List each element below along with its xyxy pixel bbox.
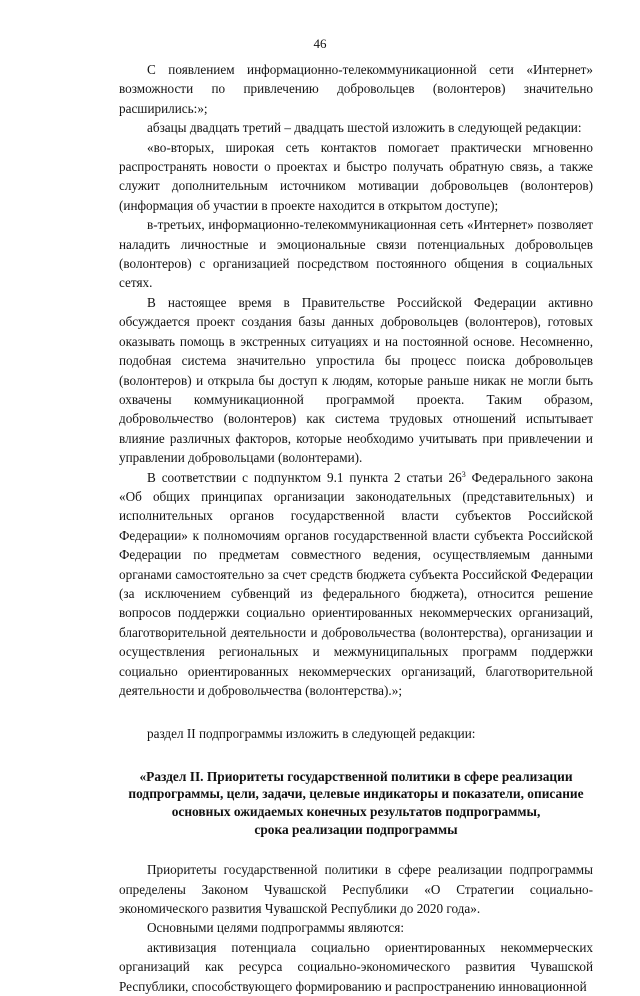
paragraph: «во-вторых, широкая сеть контактов помогает практически мгновенно распространять новости о проектах и быстро получать обратную связь, а также служит дополнительным источником мотивации добровольцев (волонтеров) (информация об участии в проекте находится в открытом доступе); xyxy=(119,139,593,213)
section-heading xyxy=(119,768,593,838)
paragraph: в-третьих, информационно-телекоммуникационная сеть «Интернет» позволяет наладить личностные и эмоциональные связи потенциальных добровольцев (волонтеров) с организацией посредством постоянного общения в социальных сетях. xyxy=(119,217,593,291)
paragraph: В настоящее время в Правительстве Российской Федерации активно обсуждается проект создания базы данных добровольцев (волонтеров), готовых оказывать помощь в экстренных ситуациях и на постоянной основе. Несомненно, подобная система значительно упростила бы процесс поиска добровольцев (волонтеров) и открыла бы доступ к людям, которые раньше никак не могли быть охвачены коммуникационной программой проекта. Таким образом, добровольчество (волонтеров) как система трудовых отношений испытывает влияние различных факторов, которые необходимо учитывать при привлечении и управлении добровольцами (волонтерами). xyxy=(119,294,593,466)
heading-line: срока реализации подпрограммы xyxy=(254,821,458,837)
paragraph: Основными целями подпрограммы являются: xyxy=(147,920,405,936)
paragraph: активизация потенциала социально ориентированных некоммерческих организаций как ресурса социально-экономического развития Чувашской Республики, способствующего формированию и распространению инновационной xyxy=(119,939,593,994)
paragraph: Приоритеты государственной политики в сфере реализации подпрограммы определены Законом Чувашской Республики «О Стратегии социально-экономического развития Чувашской Республики до 2020 года». xyxy=(119,862,593,916)
spacer xyxy=(119,838,593,860)
heading-line: подпрограммы, цели, задачи, целевые индикаторы и показатели, описание xyxy=(128,786,584,802)
heading-line: «Раздел II. Приоритеты государственной политики в сфере реализации xyxy=(139,768,573,784)
heading-line: основных ожидаемых конечных результатов подпрограммы, xyxy=(171,804,541,819)
paragraph-article-reference xyxy=(119,468,593,701)
article-text-before: В соответствии с подпунктом 9.1 пункта 2 статьи 26 xyxy=(147,469,462,485)
paragraph: абзацы двадцать третий – двадцать шестой изложить в следующей редакции: xyxy=(147,120,582,136)
article-text-after: Федерального закона «Об общих принципах организации законодательных (представительных) и исполнительных органов государственной власти субъектов Российской Федерации» к полномочиям органов государственной власти субъекта Российской Федерации по предметам совместного ведения, осуществляемым данными органами самостоятельно за счет средств бюджета субъекта Российской Федерации (за исключением субвенций из федерального бюджета), относится решение вопросов поддержки социально ориентированных некоммерческих организаций, благотворительной деятельности и добровольчества (волонтерства), организации и осуществления региональных и межмуниципальных программ поддержки социально ориентированных некоммерческих организаций, благотворительной деятельности и добровольчества (волонтерства).»; xyxy=(119,469,593,698)
spacer xyxy=(119,700,593,724)
paragraph-section-instruction: раздел II подпрограммы изложить в следующей редакции: xyxy=(147,726,476,742)
article-superscript: 3 xyxy=(461,469,466,479)
document-body xyxy=(119,60,593,996)
spacer xyxy=(119,744,593,768)
paragraph: С появлением информационно-телекоммуникационной сети «Интернет» возможности по привлечению добровольцев (волонтеров) значительно расширились:»; xyxy=(119,62,593,116)
page-number: 46 xyxy=(313,36,327,51)
